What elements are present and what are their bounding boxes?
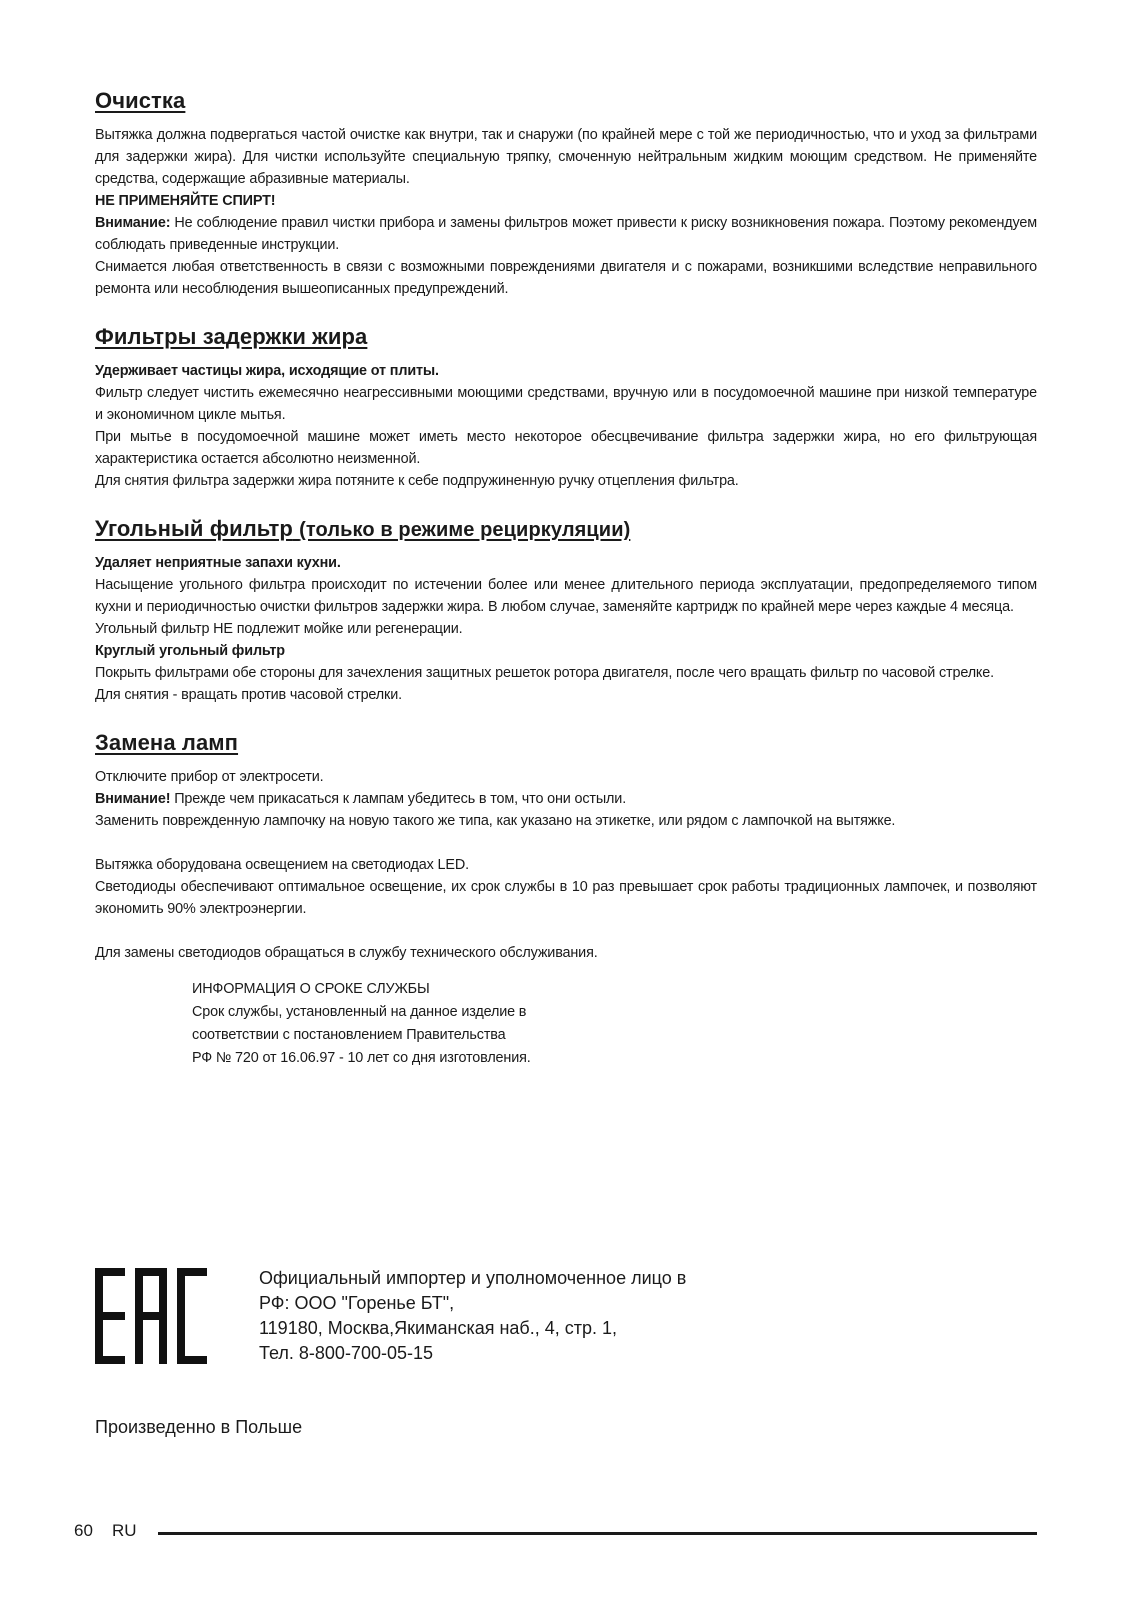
cleaning-paragraph-2: Снимается любая ответственность в связи с возможными повреждениями двигателя и с пожарами, возникшими вследствие неправильного ремонта или несоблюдения вышеописанных предупреждений. [95, 259, 1037, 297]
lamps-paragraph-3: Вытяжка оборудована освещением на светодиодах LED. [95, 857, 469, 873]
service-life-info [192, 978, 1037, 1070]
service-life-line-1: ИНФОРМАЦИЯ О СРОКЕ СЛУЖБЫ [192, 981, 430, 997]
cleaning-warning [95, 212, 1037, 256]
lamps-warning-text: Прежде чем прикасаться к лампам убедитесь в том, что они остыли. [170, 791, 627, 807]
service-life-line-3: соответствии с постановлением Правительства [192, 1027, 506, 1043]
section-title-carbon-filter [95, 516, 1037, 542]
lamps-paragraph-5: Для замены светодиодов обращаться в службу технического обслуживания. [95, 945, 598, 961]
importer-line-4: Тел. 8-800-700-05-15 [259, 1343, 433, 1363]
lamps-warning-label: Внимание! [95, 791, 171, 807]
carbon-filter-title-sub: (только в режиме рециркуляции) [299, 519, 631, 541]
section-carbon-filter [95, 516, 1037, 706]
grease-filters-paragraph-3: Для снятия фильтра задержки жира потяните к себе подпружиненную ручку отцепления фильтра. [95, 473, 739, 489]
section-cleaning [95, 88, 1037, 300]
lamps-paragraph-4: Светодиоды обеспечивают оптимальное освещение, их срок службы в 10 раз превышает срок работы традиционных лампочек, и позволяют экономить 90% электроэнергии. [95, 879, 1037, 917]
carbon-filter-paragraph-3: Покрыть фильтрами обе стороны для зачехления защитных решеток ротора двигателя, после чего вращать фильтр по часовой стрелке. [95, 665, 994, 681]
round-carbon-filter-title: Круглый угольный фильтр [95, 643, 285, 659]
grease-filters-paragraph-2: При мытье в посудомоечной машине может иметь место некоторое обесцвечивание фильтра задержки жира, но его фильтрующая характеристика остается абсолютно неизменной. [95, 429, 1037, 467]
section-title-lamps: Замена ламп [95, 730, 239, 755]
carbon-filter-lead: Удаляет неприятные запахи кухни. [95, 555, 341, 571]
cleaning-paragraph-1: Вытяжка должна подвергаться частой очистке как внутри, так и снаружи (по крайней мере с той же периодичностью, что и уход за фильтрами для задержки жира). Для чистки используйте специальную тряпку, смоченную нейтральным жидким моющим средством. Не применяйте средства, содержащие абразивные материалы. [95, 127, 1037, 187]
eac-mark-icon [95, 1268, 207, 1364]
service-life-line-2: Срок службы, установленный на данное изделие в [192, 1004, 527, 1020]
country-of-origin: Произведенно в Польше [95, 1417, 303, 1437]
importer-line-3: 119180, Москва,Якиманская наб., 4, стр. 1, [259, 1318, 618, 1338]
page-content [95, 88, 1037, 1094]
importer-block [95, 1266, 1037, 1376]
language-code: RU [112, 1521, 137, 1540]
service-life-line-4: РФ № 720 от 16.06.97 - 10 лет со дня изготовления. [192, 1050, 531, 1066]
no-alcohol-warning: НЕ ПРИМЕНЯЙТЕ СПИРТ! [95, 193, 276, 209]
carbon-filter-paragraph-1: Насыщение угольного фильтра происходит по истечении более или менее длительного периода эксплуатации, предопределяемого типом кухни и периодичностью очистки фильтров задержки жира. В любом случае, заменяйте картридж по крайней мере через каждые 4 месяца. [95, 577, 1037, 615]
page-number: 60 [74, 1521, 93, 1540]
importer-info [259, 1266, 686, 1366]
importer-line-1: Официальный импортер и уполномоченное лицо в [259, 1268, 687, 1288]
section-title-grease-filters: Фильтры задержки жира [95, 324, 368, 349]
footer-rule [158, 1532, 1037, 1535]
warning-label: Внимание: [95, 215, 171, 231]
lamps-paragraph-1: Отключите прибор от электросети. [95, 769, 324, 785]
page-footer [74, 1521, 1037, 1545]
carbon-filter-paragraph-2: Угольный фильтр НЕ подлежит мойке или регенерации. [95, 621, 463, 637]
carbon-filter-title-main: Угольный фильтр [95, 516, 293, 541]
section-title-cleaning: Очистка [95, 88, 186, 113]
importer-line-2: РФ: ООО "Горенье БТ", [259, 1293, 455, 1313]
section-grease-filters [95, 324, 1037, 492]
section-lamps [95, 730, 1037, 1070]
grease-filters-lead: Удерживает частицы жира, исходящие от плиты. [95, 363, 439, 379]
warning-text: Не соблюдение правил чистки прибора и замены фильтров может привести к риску возникновения пожара. Поэтому рекомендуем соблюдать приведенные инструкции. [95, 215, 1037, 253]
carbon-filter-paragraph-4: Для снятия - вращать против часовой стрелки. [95, 687, 402, 703]
lamps-paragraph-2: Заменить поврежденную лампочку на новую такого же типа, как указано на этикетке, или рядом с лампочкой на вытяжке. [95, 813, 896, 829]
grease-filters-paragraph-1: Фильтр следует чистить ежемесячно неагрессивными моющими средствами, вручную или в посудомоечной машине при низкой температуре и экономичном цикле мытья. [95, 385, 1037, 423]
lamps-warning [95, 788, 1037, 810]
